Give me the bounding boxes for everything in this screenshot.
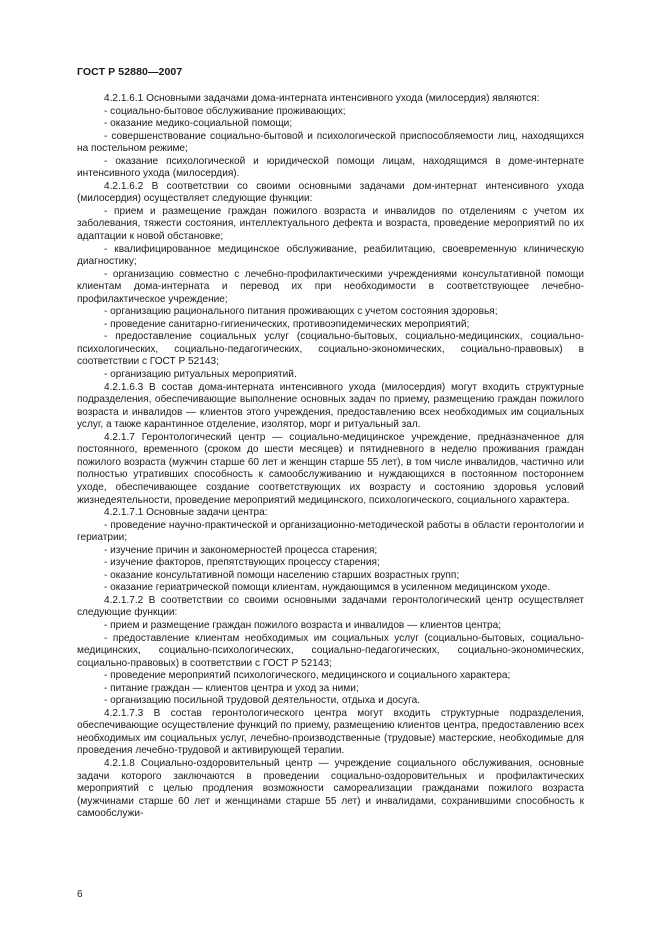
list-item: - изучение факторов, препятствующих процессу старения;	[104, 557, 380, 569]
list-item: - проведение санитарно-гигиенических, противоэпидемических мероприятий;	[104, 318, 470, 330]
list-item: - питание граждан — клиентов центра и уход за ними;	[104, 682, 359, 694]
paragraph-4-2-1-7-3: 4.2.1.7.3 В состав геронтологического центра могут входить структурные подразделения, обеспечивающие осуществление функций по приему, размещению клиентов центра, предоставлению всех необходимых им социальных услуг, лечебно-производственные (трудовые) мастерские, необходимые для проведения лечебно-трудовой и активирующей терапии.	[77, 707, 584, 757]
paragraph-4-2-1-8: 4.2.1.8 Социально-оздоровительный центр — учреждение социального обслуживания, основные задачи которого заключаются в проведении социально-оздоровительных и профилактических мероприятий с целью продления возможности самореализации гражданами пожилого возраста (мужчинами старше 60 лет и женщинами старше 55 лет) и инвалидами, сохранившими способность к самообслужи-	[77, 757, 584, 820]
list-item: - предоставление социальных услуг (социально-бытовых, социально-медицинских, социально-психологических, социально-педагогических, социально-экономических, социально-правовых) в соответствии с ГОСТ Р 52143;	[77, 331, 584, 368]
paragraph-4-2-1-7: 4.2.1.7 Геронтологический центр — социально-медицинское учреждение, предназначенное для постоянного, временного (сроком до шести месяцев) и пятидневного в неделю проживания граждан пожилого возраста (мужчин старше 60 лет и женщин старше 55 лет), в том числе инвалидов, частично или полностью утративших способность к самообслуживанию и нуждающихся в постоянном постороннем уходе, обеспечивающее создание соответствующих их возрасту и состоянию здоровья условий жизнедеятельности, проведение мероприятий медицинского, психологического, социального характера.	[77, 431, 584, 506]
document-page	[77, 66, 584, 821]
paragraph-4-2-1-6-2: 4.2.1.6.2 В соответствии со своими основными задачами дом-интернат интенсивного ухода (милосердия) осуществляет следующие функции:	[77, 180, 584, 205]
list-item: - изучение причин и закономерностей процесса старения;	[104, 544, 378, 556]
list-item: - квалифицированное медицинское обслуживание, реабилитацию, своевременную клиническую диагностику;	[77, 243, 584, 268]
list-item: - прием и размещение граждан пожилого возраста и инвалидов по отделениям с учетом их заболевания, тяжести состояния, интеллектуального дефекта и возраста, проведение мероприятий по их адаптации к новой обстановке;	[77, 205, 584, 243]
document-body	[77, 93, 584, 821]
page-number: 6	[77, 889, 83, 900]
list-item: - прием и размещение граждан пожилого возраста и инвалидов — клиентов центра;	[104, 619, 502, 631]
list-item: - организацию посильной трудовой деятельности, отдыха и досуга.	[104, 695, 421, 707]
list-item: - оказание консультативной помощи населению старших возрастных групп;	[104, 569, 460, 581]
list-item: - проведение мероприятий психологического, медицинского и социального характера;	[104, 670, 511, 682]
paragraph-4-2-1-6-1: 4.2.1.6.1 Основными задачами дома-интерната интенсивного ухода (милосердия) являются:	[104, 93, 540, 104]
paragraph-4-2-1-7-2: 4.2.1.7.2 В соответствии со своими основными задачами геронтологический центр осуществляет следующие функции:	[77, 594, 584, 619]
list-item: - организацию совместно с лечебно-профилактическими учреждениями консультативной помощи клиентам дома-интерната и перевод их при необходимости в соответствующее лечебно-профилактическое учреждение;	[77, 268, 584, 305]
list-item: - совершенствование социально-бытовой и психологической приспособляемости лиц, находящихся на постельном режиме;	[77, 130, 584, 155]
list-item: - оказание психологической и юридической помощи лицам, находящимся в доме-интернате интенсивного ухода (милосердия).	[77, 155, 584, 180]
list-item: - оказание медико-социальной помощи;	[104, 118, 293, 130]
paragraph-4-2-1-6-3: 4.2.1.6.3 В состав дома-интерната интенсивного ухода (милосердия) могут входить структурные подразделения, обеспечивающие выполнение основных задач по приему, размещению граждан пожилого возраста и инвалидов — клиентов этого учреждения, предоставлению всех необходимых им социальных услуг, а также карантинное отделение, изолятор, морг и ритуальный зал.	[77, 381, 584, 431]
list-item: - проведение научно-практической и организационно-методической работы в области геронтологии и гериатрии;	[77, 519, 584, 544]
list-item: - социально-бытовое обслуживание проживающих;	[104, 105, 346, 117]
paragraph-4-2-1-7-1: 4.2.1.7.1 Основные задачи центра:	[104, 507, 268, 519]
list-item: - оказание гериатрической помощи клиентам, нуждающимся в усиленном медицинском уходе.	[104, 582, 551, 594]
list-item: - организацию ритуальных мероприятий.	[104, 369, 297, 381]
list-item: - организацию рационального питания проживающих с учетом состояния здоровья;	[104, 306, 498, 318]
list-item: - предоставление клиентам необходимых им социальных услуг (социально-бытовых, социально-медицинских, социально-психологических, социально-педагогических, социально-экономических, социально-правовых) в соответствии с ГОСТ Р 52143;	[77, 632, 584, 669]
document-header: ГОСТ Р 52880—2007	[77, 66, 183, 78]
